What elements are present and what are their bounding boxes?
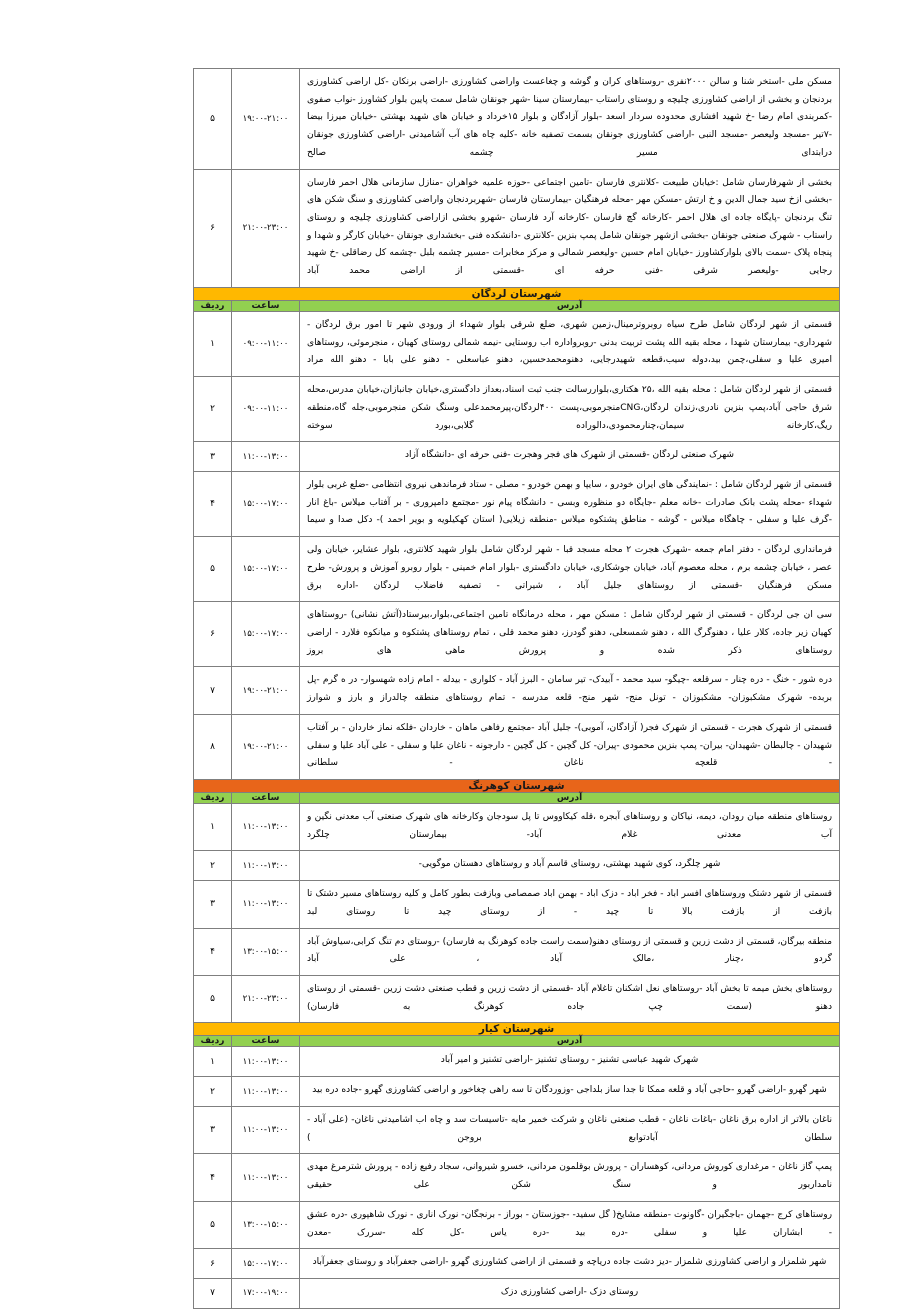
address-cell: روستای دزک -اراضی کشاورزی دزک <box>500 1286 639 1297</box>
table-row <box>194 1106 840 1153</box>
address-cell-container <box>300 667 840 714</box>
time-cell: ۱۱:۰۰-۱۳:۰۰ <box>232 804 300 851</box>
table-row <box>194 1249 840 1279</box>
address-cell: شهر چلگرد، کوی شهید بهشتی، روستای قاسم آباد و روستاهای دهستان موگویی- <box>418 859 721 870</box>
address-cell-container <box>300 1249 840 1279</box>
time-cell: ۱۳:۰۰-۱۵:۰۰ <box>232 1201 300 1248</box>
address-cell-container <box>300 602 840 667</box>
column-header-address: آدرس <box>300 1036 840 1047</box>
address-cell: فرمانداری لردگان - دفتر امام جمعه -شهرک هجرت ۲ محله مسجد قبا - شهر لردگان شامل بلوار شهید کلانتری، بلوار عشایر، خیابان ولی عصر ، خیابان چشمه برم ، محله معصوم آباد، خیابان جوشکاری، خیابان دادگستری -بلوار امام خمینی - بلوار روبرو آموزش و پرورش- طرح مسکن فرهنگیان -قسمتی از روستاهای جلیل آباد ، شیراتی - تصفیه فاضلاب لردگان -اداره برق <box>307 545 832 591</box>
address-cell-container <box>300 1154 840 1201</box>
address-cell: بخشی از شهرفارسان شامل :خیابان طبیعت -کلانتری فارسان -تامین اجتماعی -حوزه علمیه خواهران -منازل سازمانی هلال احمر فارسان -بخشی ازخ سید جمال الدین و خ ارتش -مسکن مهر -محله فرهنگیان -بیمارستان فارسان -شهربردنجان واراضی کشاورزی و سنگ شکن های تنگ بردنجان -پایگاه جاده ای هلال احمر -کارخانه گچ فارسان -کارخانه آرد فارسان -شهرو بخشی ازاراضی کشاورزی چلیچه و روستای راستاب - شهرک صنعتی جونقان -بخشی ازشهر جونقان شامل پمپ بنزین -کلانتری -دانشکده فنی -بخشداری جونقان -خیابان کارگر و شهدا و پنجاه پلاک -سمت بالای بلوارکشاورز -خیابان امام حسین -ولیعصر شمالی و مرکز مخابرات -مسیر چشمه بلبل -چشمه کل رضاقلی -خ شهید رجایی -ولیعصر شرقی -فنی حرفه ای -قسمتی از اراضی محمد آباد <box>307 177 832 277</box>
address-cell: مسکن ملی -استخر شنا و سالن ۲۰۰۰نفری -روستاهای کران و گوشه و چغاعست واراضی کشاورزی -اراضی برنکان -کل اراضی کشاورزی بردنجان و بخشی از اراضی کشاورزی چلیچه و روستای راستاب -بیمارستان سینا -شهر جونقان شامل سمت پایین بلوار کشاورز -نواب صفوی -کمربندی امام رضا -خ شهید افشاری محدوده سردار اسعد -بلوار آزادگان و بلوار ۱۵خرداد و خیابان های شهید بهشتی -خیابان میرزا بیضا -۷تیر -مسجد ولیعصر -مسجد النبی -اراضی کشاورزی جونقان بسمت تصفیه خانه -کلیه چاه های آب آشامیدنی -اراضی کشاورزی جونقان درابتدای مسیر چشمه صالح <box>307 77 832 158</box>
county-banner-row <box>194 287 840 300</box>
row-index-cell: ۱ <box>194 804 232 851</box>
table-row <box>194 1278 840 1308</box>
address-cell-container <box>300 69 840 170</box>
address-cell: قسمتی از شهر لردگان شامل : محله بقیه الله ،۲۵ هکتاری،بلواررسالت جنب ثبت اسناد،بعداز دادگستری،خیابان جانبازان،خیابان مدرس،محله شرق حاجی آباد،پمپ بنزین نادری،زندان لردگان،CNGمنجرموبی،پست ۴۰۰لردگان،پیرمحمدعلی وسنگ شکن منجرموبی،جله گاه،منطقه ریگ،کارخانه سیمان،چنارمحمودی،دالوراده گلابی،بورد سوخته <box>307 385 832 431</box>
column-header-time: ساعت <box>232 793 300 804</box>
row-index-cell: ۵ <box>194 976 232 1023</box>
time-cell: ۱۵:۰۰-۱۷:۰۰ <box>232 602 300 667</box>
time-cell: ۲۱:۰۰-۲۳:۰۰ <box>232 976 300 1023</box>
row-index-cell: ۶ <box>194 169 232 287</box>
row-index-cell: ۴ <box>194 1154 232 1201</box>
time-cell: ۱۱:۰۰-۱۳:۰۰ <box>232 881 300 928</box>
address-cell-container <box>300 928 840 975</box>
column-header-address: آدرس <box>300 793 840 804</box>
outage-schedule-table <box>193 68 840 1309</box>
row-index-cell: ۶ <box>194 602 232 667</box>
row-index-cell: ۴ <box>194 471 232 536</box>
row-index-cell: ۴ <box>194 928 232 975</box>
row-index-cell: ۸ <box>194 714 232 779</box>
time-cell: ۱۱:۰۰-۱۳:۰۰ <box>232 851 300 881</box>
address-cell: منطقه بیرگان، قسمتی از دشت زرین و قسمتی از روستای دهنو(سمت راست جاده کوهرنگ به فارسان) -روستای دم تنگ کرابی،سیاوش آباد گردو ،چنار ،مالک آباد ، علی آباد <box>307 936 832 965</box>
address-cell: قسمتی از شهر لردگان شامل طرح سیاه روبروترمینال،زمین شهری، ضلع شرقی بلوار شهداء از ورودی شهر تا امور برق لردگان - شهرداری- بیمارستان شهدا ، محله بقیه الله پشت تربیت بدنی -روبرواداره اب روستایی -نیمه شمالی روستای کهیان ، منجرموئی، روستاهای امیری علیا و سفلی،چمن بید،دوله سیب،قطعه شهیدرجایی، دهنومحمدحسین، دهنو عباسعلی - دهنو علی بابا - دهنو الله مراد <box>307 319 832 366</box>
county-title: شهرستان کیار <box>194 1023 840 1036</box>
row-index-cell: ۵ <box>194 69 232 170</box>
address-cell: پمپ گاز ناغان - مرغداری کوروش مردانی، کوهساران - پرورش بوقلمون مردانی، خسرو شیروانی، سجاد رفیع زاده - پرورش شترمرغ مهدی نامداربور و سنگ شکن علی حقیقی <box>307 1162 832 1191</box>
address-cell-container <box>300 804 840 851</box>
time-cell: ۲۱:۰۰-۲۳:۰۰ <box>232 169 300 287</box>
address-cell-container <box>300 537 840 602</box>
address-cell-container <box>300 471 840 536</box>
address-cell-container <box>300 976 840 1023</box>
county-title: شهرستان کوهرنگ <box>194 780 840 793</box>
time-cell: ۱۳:۰۰-۱۵:۰۰ <box>232 928 300 975</box>
time-cell: ۱۵:۰۰-۱۷:۰۰ <box>232 471 300 536</box>
row-index-cell: ۶ <box>194 1249 232 1279</box>
column-header-row <box>194 300 840 311</box>
row-index-cell: ۷ <box>194 667 232 714</box>
table-row <box>194 667 840 714</box>
address-cell: قسمتی از شهر لردگان شامل : -نمایندگی های ایران خودرو ، سایپا و بهمن خودرو - مصلی - ستاد فرماندهی نیروی انتظامی -ضلع غربی بلوار شهداء -محله پشت بانک صادرات -خانه معلم -جایگاه دو منظوره وبسی - دانشگاه پیام نور -مجتمع دامپروری - بر آفتاب میلاس -باغ انار -گرف علیا و سفلی - چاهگاه میلاس - گوشه - مناطق پشتکوه میلاس -منطقه زیلایی( استان کهکیلویه و بویر احمد )- دکل صدا و سیما <box>307 479 832 526</box>
table-row <box>194 169 840 287</box>
address-cell-container <box>300 377 840 442</box>
column-header-row <box>194 1036 840 1047</box>
address-cell-container <box>300 1106 840 1153</box>
row-index-cell: ۲ <box>194 377 232 442</box>
column-header-index: ردیف <box>194 1036 232 1047</box>
row-index-cell: ۳ <box>194 1106 232 1153</box>
table-row <box>194 804 840 851</box>
time-cell: ۱۱:۰۰-۱۳:۰۰ <box>232 1047 300 1077</box>
table-row <box>194 442 840 472</box>
address-cell: شهرک صنعتی لردگان -قسمتی از شهرک های فجر وهجرت -فنی حرفه ای -دانشگاه آزاد <box>404 450 735 461</box>
row-index-cell: ۳ <box>194 442 232 472</box>
address-cell-container <box>300 1278 840 1308</box>
time-cell: ۱۹:۰۰-۲۱:۰۰ <box>232 667 300 714</box>
column-header-time: ساعت <box>232 300 300 311</box>
table-row <box>194 714 840 779</box>
table-row <box>194 851 840 881</box>
table-body <box>194 69 840 1309</box>
address-cell: شهرک شهید عباسی تشنیز - روستای تشنیز -اراضی تشنیز و امیر آباد <box>440 1055 699 1066</box>
address-cell: شهر گهرو -اراضی گهرو -حاجی آباد و قلعه ممکا تا جدا ساز بلداجی -وزوردگان تا سه راهی چغاخور و اراضی کشاورزی گهرو -جاده دره بید <box>312 1085 827 1096</box>
time-cell: ۱۹:۰۰-۲۱:۰۰ <box>232 714 300 779</box>
county-banner-row <box>194 780 840 793</box>
table-row <box>194 976 840 1023</box>
column-header-index: ردیف <box>194 793 232 804</box>
row-index-cell: ۱ <box>194 1047 232 1077</box>
table-row <box>194 1154 840 1201</box>
address-cell: قسمتی از شهر دشتک وروستاهای افسر اباد - فخر اباد - دزک اباد - بهمن اباد صمصامی وبازفت بطور کامل و کلیه روستاهای مسیر دشتک تا بازفت از بازفت بالا تا چید - از روستای چید تا روستای لبد <box>307 889 832 917</box>
time-cell: ۱۷:۰۰-۱۹:۰۰ <box>232 1278 300 1308</box>
table-row <box>194 471 840 536</box>
time-cell: ۱۱:۰۰-۱۳:۰۰ <box>232 1154 300 1201</box>
address-cell: روستاهای بخش میمه تا بخش آباد -روستاهای نعل اشکنان تاغلام آباد -قسمتی از دشت زرین و قطب صنعتی دشت زرین -قسمتی از روستای دهنو (سمت چپ جاده کوهرنگ به فارسان) <box>307 984 832 1012</box>
address-cell-container <box>300 311 840 376</box>
address-cell: روستاهای کرج -جهمان -باجگیران -گاونوت -منطقه مشایخ( گل سفید- -جوزستان - بوراز - برنجگان- نورک اناری - نورک شاهپوری -دره عشق - ابشاران علیا و سفلی -دره بید -دره یاس -کل کله -سررک -معدن <box>307 1209 832 1238</box>
county-banner-row <box>194 1023 840 1036</box>
table-row <box>194 1077 840 1107</box>
row-index-cell: ۲ <box>194 851 232 881</box>
table-row <box>194 602 840 667</box>
county-title: شهرستان لردگان <box>194 287 840 300</box>
row-index-cell: ۷ <box>194 1278 232 1308</box>
address-cell: ناغان بالاتر از اداره برق ناغان -باغات ناغان - قطب صنعتی ناغان و شرکت خمیر مایه -تاسیسات سد و چاه اب اشامیدنی ناغان- (علی آباد - سلطان آبادتوابع بروجن ) <box>307 1114 832 1143</box>
table-row <box>194 928 840 975</box>
column-header-row <box>194 793 840 804</box>
address-cell-container <box>300 1077 840 1107</box>
time-cell: ۱۹:۰۰-۲۱:۰۰ <box>232 69 300 170</box>
address-cell: قسمتی از شهرک هجرت - قسمتی از شهرک فجر( آزادگان، آموبی)- جلیل آباد -مجتمع رفاهی ماهان - خاردان -فلکه نماز خاردان - بر آفتاب شهیدان - چالبطان -شهیدان- بیران- پمپ بنزین محمودی -پیران- کل گچین - کل گچین - دارجونه - ناغان علیا و سفلی - علی آباد علیا و سفلی - قلعچه ناغان - سلطانی <box>307 722 832 769</box>
column-header-time: ساعت <box>232 1036 300 1047</box>
table-row <box>194 377 840 442</box>
row-index-cell: ۲ <box>194 1077 232 1107</box>
address-cell-container <box>300 881 840 928</box>
time-cell: ۱۵:۰۰-۱۷:۰۰ <box>232 1249 300 1279</box>
time-cell: ۱۱:۰۰-۱۳:۰۰ <box>232 1077 300 1107</box>
address-cell-container <box>300 714 840 779</box>
row-index-cell: ۵ <box>194 1201 232 1248</box>
address-cell: شهر شلمزار و اراضی کشاورزی شلمزار -دیز دشت جاده دریاچه و قسمتی از اراضی کشاورزی گهرو -اراضی جعفرآباد و روستای جعفرآباد <box>312 1257 827 1268</box>
column-header-index: ردیف <box>194 300 232 311</box>
address-cell: روستاهای منطقه میان رودان، دیمه، نیاکان و روستاهای آبجره ،قله کیکاووس تا پل سودجان وکارخانه های شهرک صنعتی آب معدنی نگین و آب معدنی غلام آباد- بیمارستان چلگرد <box>307 812 832 840</box>
address-cell: دره شور - خنگ - دره چنار - سرقلعه -چیگو- سید محمد - آبیدک- تیر سامان - البرز آباد - کلواری - بیدله - امام زاده شهسوار- در ه گرم -پل بربده- شهرک مشکبوزان- مشکبوزان - تونل منج- شهر منج- قلعه مدرسه - تمام روستاهای منطقه چالدراز و بارز و شوارز <box>307 675 832 704</box>
row-index-cell: ۵ <box>194 537 232 602</box>
row-index-cell: ۳ <box>194 881 232 928</box>
time-cell: ۰۹:۰۰-۱۱:۰۰ <box>232 377 300 442</box>
address-cell: سی ان جی لردگان - قسمتی از شهر لردگان شامل : مسکن مهر ، محله درمانگاه تامین اجتماعی،بلوار،بیرستاد(آتش نشانی) -روستاهای کهیان زیر جاده، کلار علیا ، دهنوگرگ الله ، دهنو شمسعلی، دهنو گودرز، دهنو محمد قلی ، تمام روستاهای پشتکوه و میانکوه فلارد - اراضی روستاهای ذکر شده و پرورش ماهی های بروز <box>307 610 832 656</box>
outage-schedule-sheet <box>194 68 840 1309</box>
table-row <box>194 69 840 170</box>
address-cell-container <box>300 169 840 287</box>
time-cell: ۰۹:۰۰-۱۱:۰۰ <box>232 311 300 376</box>
table-row <box>194 311 840 376</box>
row-index-cell: ۱ <box>194 311 232 376</box>
table-row <box>194 537 840 602</box>
table-row <box>194 881 840 928</box>
time-cell: ۱۵:۰۰-۱۷:۰۰ <box>232 537 300 602</box>
table-row <box>194 1201 840 1248</box>
address-cell-container <box>300 1201 840 1248</box>
time-cell: ۱۱:۰۰-۱۳:۰۰ <box>232 1106 300 1153</box>
column-header-address: آدرس <box>300 300 840 311</box>
time-cell: ۱۱:۰۰-۱۳:۰۰ <box>232 442 300 472</box>
address-cell-container <box>300 442 840 472</box>
address-cell-container <box>300 1047 840 1077</box>
address-cell-container <box>300 851 840 881</box>
table-row <box>194 1047 840 1077</box>
